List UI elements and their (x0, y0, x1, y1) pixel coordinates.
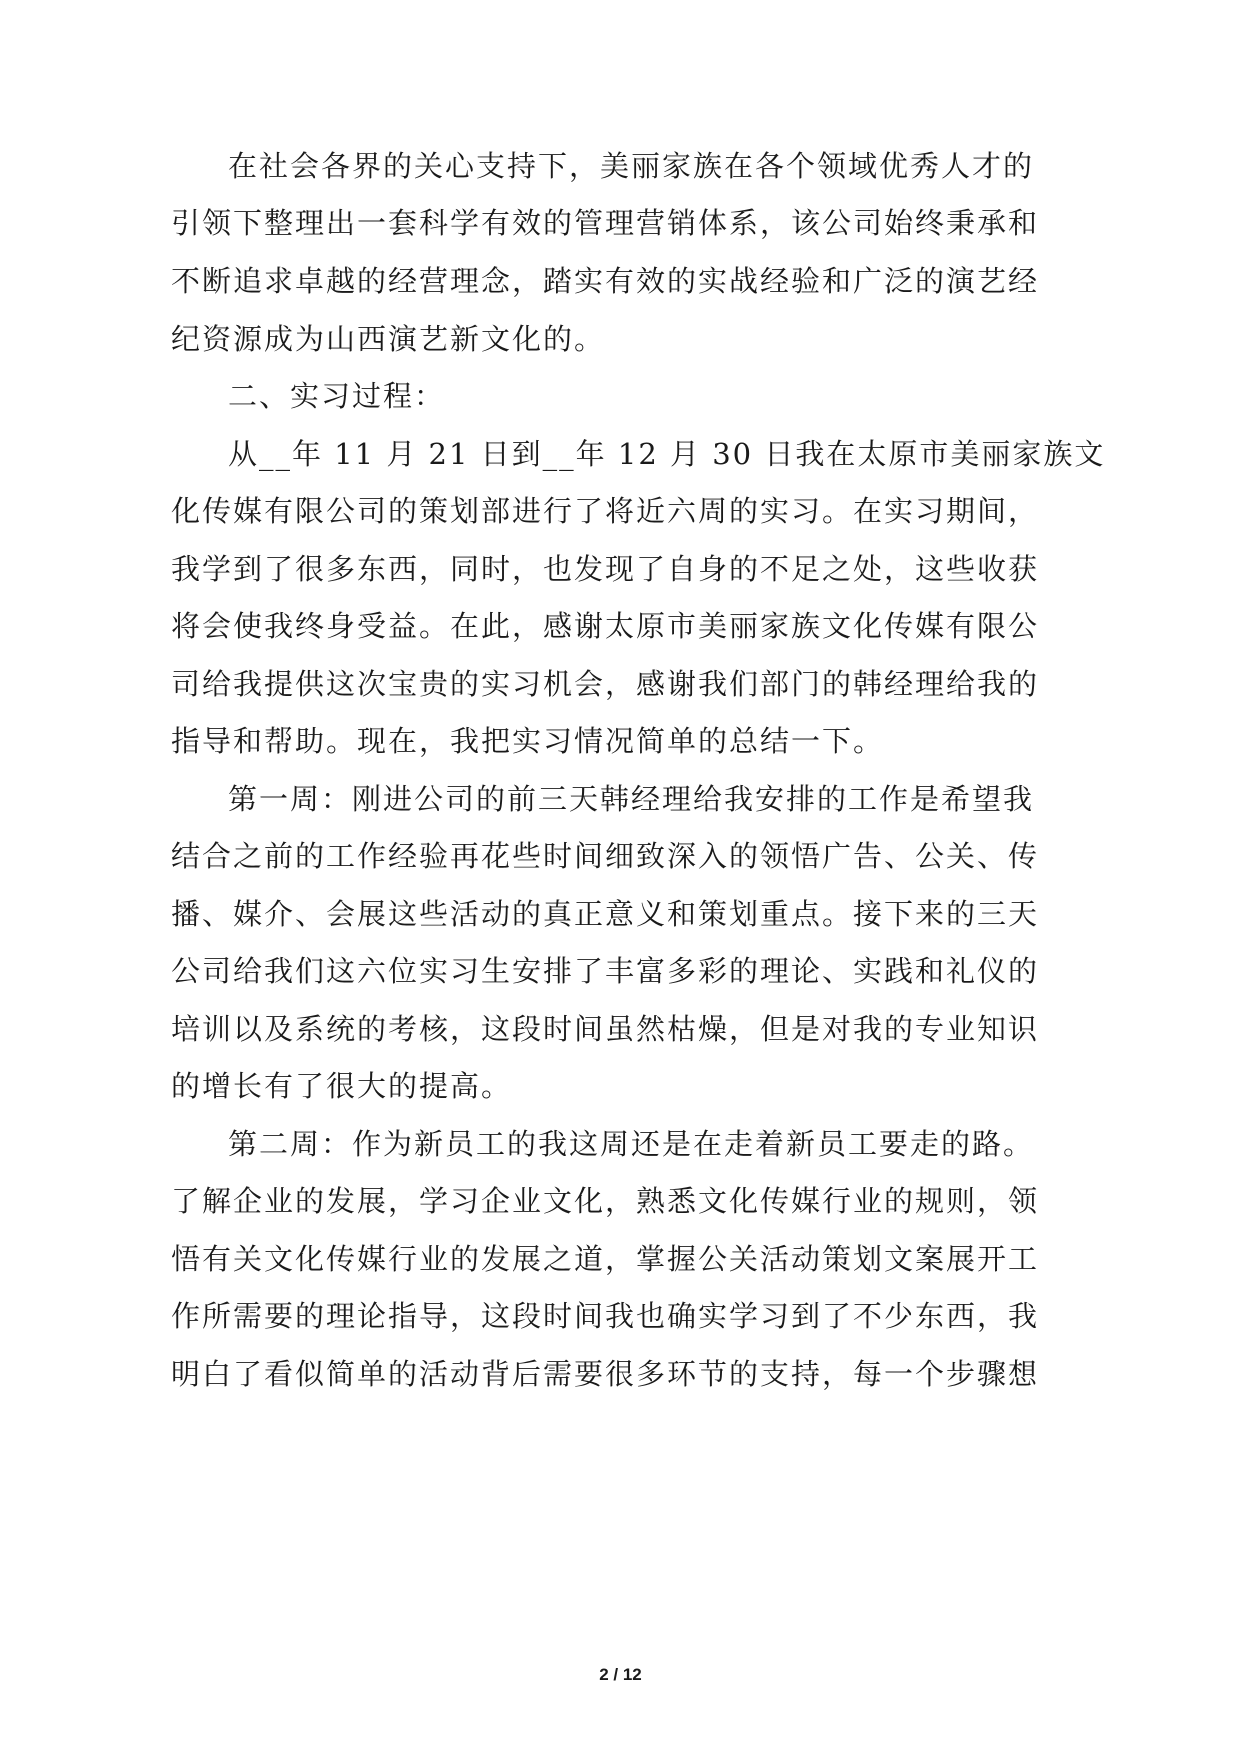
text-line: 从__年 11 月 21 日到__年 12 月 30 日我在太原市美丽家族文 (228, 437, 1106, 471)
text-line: 播、媒介、会展这些活动的真正意义和策划重点。接下来的三天 (171, 897, 1040, 931)
section-heading: 二、实习过程： (228, 379, 446, 413)
text-line: 悟有关文化传媒行业的发展之道，掌握公关活动策划文案展开工 (171, 1242, 1040, 1276)
text-line: 公司给我们这六位实习生安排了丰富多彩的理论、实践和礼仪的 (171, 954, 1040, 988)
text-line: 纪资源成为山西演艺新文化的。 (171, 322, 606, 356)
text-line: 作所需要的理论指导，这段时间我也确实学习到了不少东西，我 (171, 1299, 1040, 1333)
text-line: 了解企业的发展，学习企业文化，熟悉文化传媒行业的规则，领 (171, 1184, 1040, 1218)
text-line: 我学到了很多东西，同时，也发现了自身的不足之处，这些收获 (171, 552, 1040, 586)
text-line: 化传媒有限公司的策划部进行了将近六周的实习。在实习期间， (171, 494, 1040, 528)
text-line: 指导和帮助。现在，我把实习情况简单的总结一下。 (171, 724, 885, 758)
text-line: 引领下整理出一套科学有效的管理营销体系，该公司始终秉承和 (171, 206, 1040, 240)
text-line: 第二周：作为新员工的我这周还是在走着新员工要走的路。 (228, 1127, 1035, 1161)
text-line: 的增长有了很大的提高。 (171, 1069, 513, 1103)
text-line: 培训以及系统的考核，这段时间虽然枯燥，但是对我的专业知识 (171, 1012, 1040, 1046)
text-line: 第一周：刚进公司的前三天韩经理给我安排的工作是希望我 (228, 782, 1035, 816)
text-line: 司给我提供这次宝贵的实习机会，感谢我们部门的韩经理给我的 (171, 667, 1040, 701)
text-line: 将会使我终身受益。在此，感谢太原市美丽家族文化传媒有限公 (171, 609, 1040, 643)
page-number: 2 / 12 (599, 1665, 642, 1684)
text-line: 在社会各界的关心支持下，美丽家族在各个领域优秀人才的 (228, 149, 1035, 183)
text-line: 不断追求卓越的经营理念，踏实有效的实战经验和广泛的演艺经 (171, 264, 1040, 298)
text-line: 明白了看似简单的活动背后需要很多环节的支持，每一个步骤想 (171, 1357, 1040, 1391)
text-line: 结合之前的工作经验再花些时间细致深入的领悟广告、公关、传 (171, 839, 1040, 873)
